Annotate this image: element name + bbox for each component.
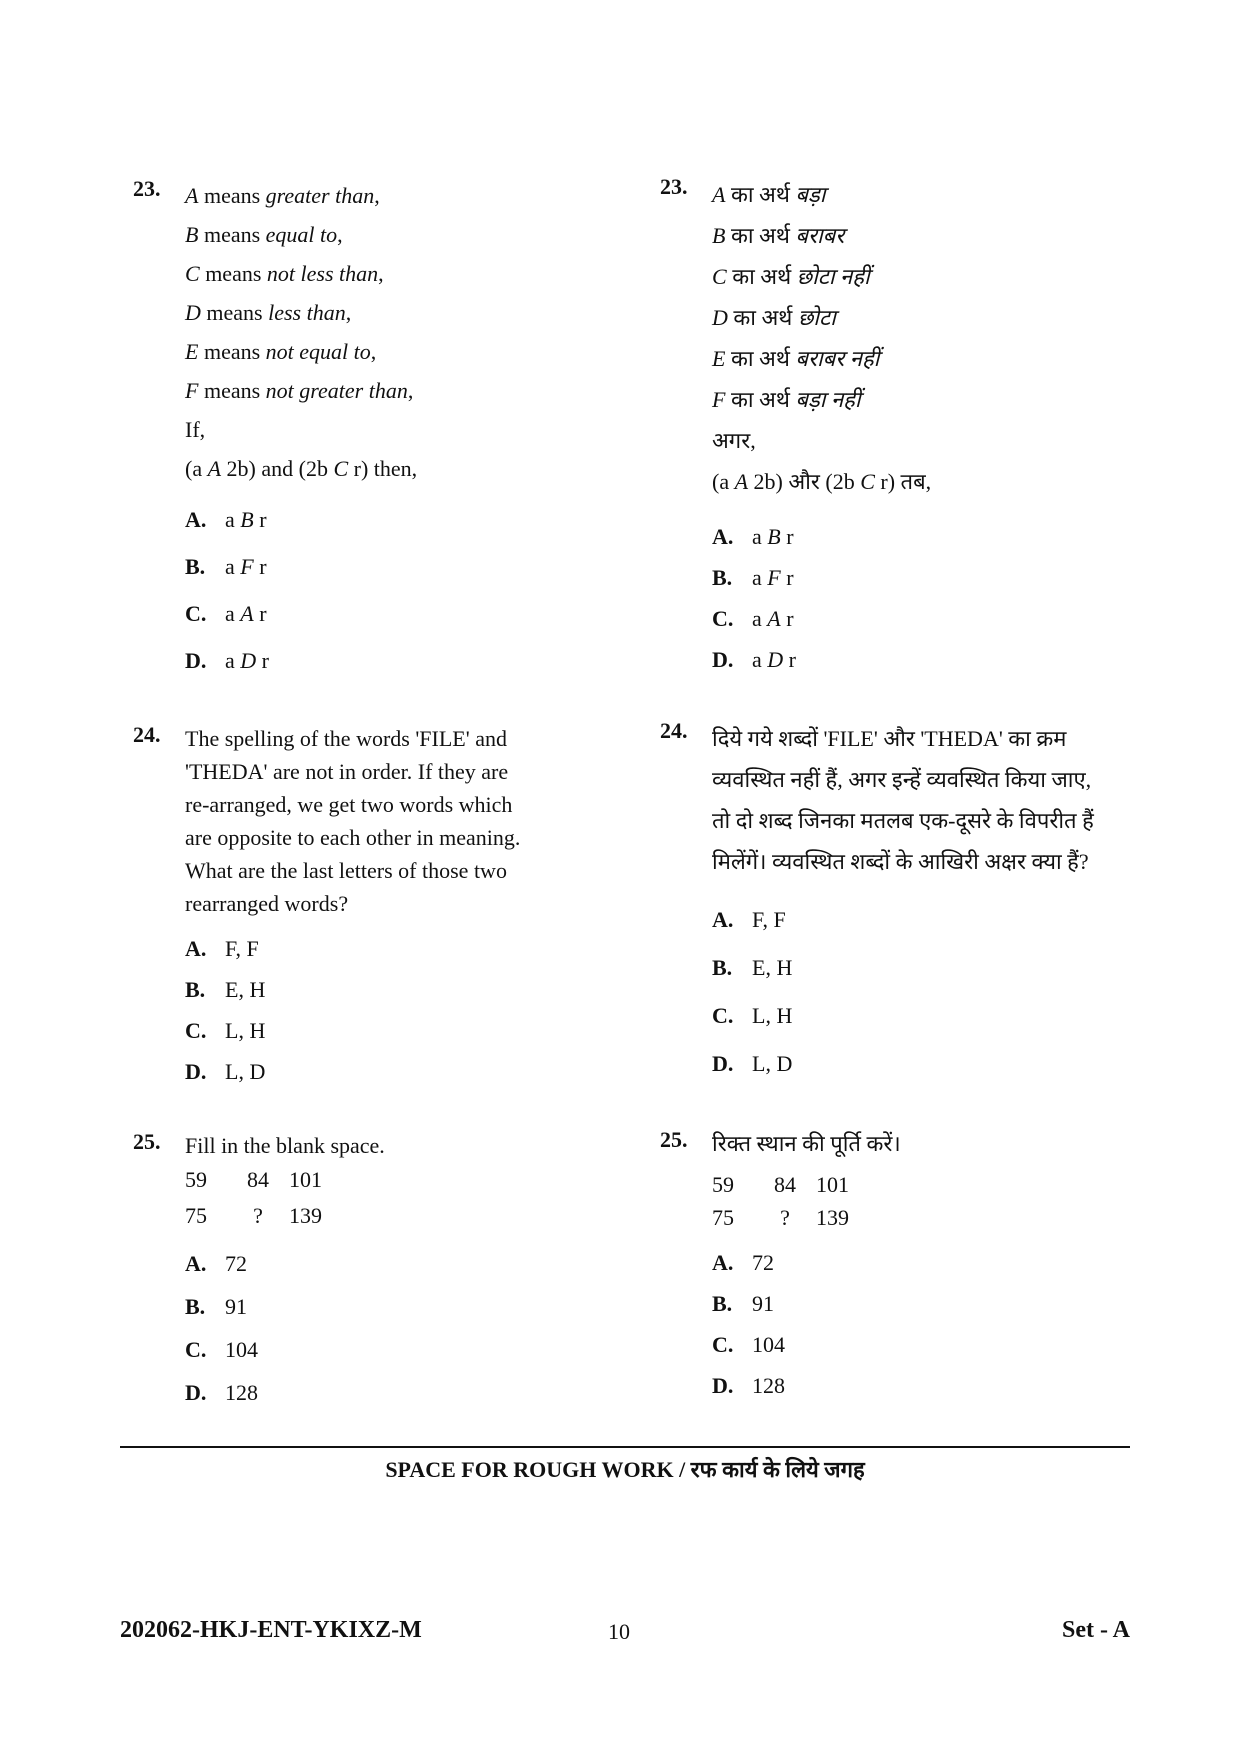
text-run: , (374, 183, 380, 208)
option-text: L, H (752, 1003, 793, 1028)
stem-line (185, 254, 605, 293)
grid-cell: 84 (774, 1172, 796, 1197)
rough-work-heading: SPACE FOR ROUGH WORK / रफ कार्य के लिये जगह (385, 1457, 865, 1482)
italic-text: B (185, 222, 199, 247)
text-run: का अर्थ (725, 346, 796, 371)
option-c (185, 1328, 605, 1371)
option-b (712, 1283, 1132, 1324)
stem-line: rearranged words? (185, 891, 349, 916)
italic-text: less than (268, 300, 346, 325)
stem-line (185, 410, 605, 449)
option-label: B. (712, 565, 733, 590)
italic-text: A (207, 456, 222, 481)
text-run: , (337, 222, 343, 247)
option-a (712, 1242, 1132, 1283)
text-run: means (198, 378, 266, 403)
stem-line: 'THEDA' are not in order. If they are (185, 759, 509, 784)
italic-text: D (712, 305, 728, 330)
text-run: a (225, 648, 241, 673)
option-label: B. (185, 554, 206, 579)
italic-text: C (712, 264, 727, 289)
option-b (712, 557, 1132, 598)
text-run: अगर, (712, 428, 756, 453)
options-list (712, 516, 1132, 680)
option-label: A. (185, 1251, 207, 1276)
italic-text: B (240, 507, 254, 532)
rough-work-divider (120, 1446, 1130, 1448)
stem-line (712, 256, 1132, 297)
text-run: r (780, 606, 794, 631)
option-label: A. (712, 524, 734, 549)
option-label: D. (712, 1051, 734, 1076)
stem-line (712, 338, 1132, 379)
grid-cell: ? (780, 1205, 790, 1230)
grid-cell: 139 (289, 1203, 322, 1228)
stem-line (712, 461, 1132, 502)
option-a (185, 1242, 605, 1285)
option-text (225, 507, 267, 532)
option-b (185, 969, 605, 1010)
italic-text: छोटा (797, 305, 836, 330)
italic-text: A (185, 183, 199, 208)
option-d (185, 1371, 605, 1414)
stem-line (712, 379, 1132, 420)
stem-line: The spelling of the words 'FILE' and (185, 726, 507, 751)
option-text (225, 601, 267, 626)
text-run: का अर्थ (725, 387, 796, 412)
option-text: 91 (225, 1294, 247, 1319)
option-a (712, 516, 1132, 557)
italic-text: F (185, 378, 199, 403)
number-grid (185, 1162, 605, 1234)
hindi-column (660, 0, 1140, 1440)
question-stem: रिक्त स्थान की पूर्ति करें। (712, 1131, 901, 1156)
option-label: D. (185, 1380, 207, 1405)
question-stem (185, 176, 605, 488)
stem-line: re-arranged, we get two words which (185, 792, 513, 817)
italic-text: D (767, 647, 784, 672)
option-b (185, 1285, 605, 1328)
option-label: C. (712, 1003, 734, 1028)
italic-text: बड़ा नहीं (795, 387, 861, 412)
text-run: r (256, 648, 269, 673)
option-text: 128 (225, 1380, 258, 1405)
text-run: का अर्थ (725, 182, 796, 207)
option-label: C. (185, 1337, 207, 1362)
question-stem (712, 718, 1132, 882)
option-label: D. (185, 648, 207, 673)
grid-cell: 59 (712, 1172, 734, 1197)
text-run: का अर्थ (725, 223, 796, 248)
italic-text: B (767, 524, 781, 549)
option-text: E, H (752, 955, 793, 980)
text-run: means (198, 183, 266, 208)
text-run: a (752, 524, 768, 549)
italic-text: बराबर (795, 223, 845, 248)
option-a (185, 928, 605, 969)
text-run: a (752, 647, 768, 672)
option-label: A. (185, 507, 207, 532)
text-run: का अर्थ (727, 305, 798, 330)
stem-line (185, 449, 605, 488)
text-run: , (378, 261, 384, 286)
text-run: (a (712, 469, 735, 494)
text-run: (a (185, 456, 208, 481)
italic-text: greater than (265, 183, 375, 208)
italic-text: D (185, 300, 201, 325)
options-list (712, 896, 1132, 1088)
text-run: , (407, 378, 414, 403)
text-run: means (198, 339, 266, 364)
option-text (752, 565, 794, 590)
grid-cell: 101 (289, 1167, 322, 1192)
grid-row (185, 1162, 605, 1198)
option-text (225, 648, 269, 673)
option-label: B. (185, 1294, 206, 1319)
question-body (712, 174, 1132, 680)
italic-text: E (185, 339, 199, 364)
option-label: B. (185, 977, 206, 1002)
text-run: , (345, 300, 352, 325)
option-label: D. (185, 1059, 207, 1084)
option-a (185, 496, 605, 543)
text-run: r) then, (348, 456, 418, 481)
italic-text: A (240, 601, 254, 626)
stem-line (185, 371, 605, 410)
question-number: 23. (660, 174, 688, 199)
italic-text: E (712, 346, 726, 371)
italic-text: F (240, 554, 254, 579)
italic-text: छोटा नहीं (796, 264, 870, 289)
option-d (712, 1365, 1132, 1406)
italic-text: C (185, 261, 200, 286)
italic-text: B (712, 223, 726, 248)
option-text: 72 (225, 1251, 247, 1276)
grid-cell: 101 (816, 1172, 849, 1197)
option-text: F, F (752, 907, 786, 932)
text-run: का अर्थ (726, 264, 797, 289)
question-number: 24. (660, 718, 688, 743)
question-stem (185, 722, 605, 920)
option-label: C. (712, 1332, 734, 1357)
grid-cell: 139 (816, 1205, 849, 1230)
stem-line (185, 332, 605, 371)
option-text: L, H (225, 1018, 266, 1043)
options-list (185, 1242, 605, 1414)
stem-line (185, 293, 605, 332)
question-number: 25. (133, 1129, 161, 1154)
grid-cell: 59 (185, 1167, 207, 1192)
stem-line (712, 420, 1132, 461)
text-run: r (780, 565, 794, 590)
option-label: A. (712, 1250, 734, 1275)
option-text: 91 (752, 1291, 774, 1316)
option-d (185, 1051, 605, 1092)
option-c (185, 590, 605, 637)
italic-text: A (712, 182, 726, 207)
text-run: r (780, 524, 794, 549)
option-d (185, 637, 605, 684)
option-b (712, 944, 1132, 992)
grid-row (712, 1168, 1132, 1201)
option-label: A. (185, 936, 207, 961)
text-run: r (253, 554, 267, 579)
option-label: D. (712, 1373, 734, 1398)
text-run: If, (185, 417, 206, 442)
option-label: B. (712, 955, 733, 980)
text-run: r (253, 507, 267, 532)
question-stem (712, 174, 1132, 502)
text-run: means (199, 261, 267, 286)
option-label: A. (712, 907, 734, 932)
text-run: a (225, 554, 241, 579)
question-body (185, 722, 605, 1092)
option-d (712, 1040, 1132, 1088)
option-text (752, 606, 794, 631)
italic-text: not less than (266, 261, 379, 286)
text-run: r (783, 647, 796, 672)
question-number: 25. (660, 1127, 688, 1152)
option-label: C. (185, 1018, 207, 1043)
italic-text: बराबर नहीं (795, 346, 880, 371)
option-c (712, 598, 1132, 639)
italic-text: D (240, 648, 257, 673)
italic-text: not equal to (265, 339, 371, 364)
text-run: means (198, 222, 266, 247)
stem-line (712, 297, 1132, 338)
grid-cell: 75 (185, 1203, 207, 1228)
option-b (185, 543, 605, 590)
text-run: a (752, 606, 768, 631)
option-text: L, D (752, 1051, 793, 1076)
question-body (185, 176, 605, 684)
option-c (712, 1324, 1132, 1365)
set-label: Set - A (1062, 1617, 1130, 1643)
option-text: L, D (225, 1059, 266, 1084)
options-list (185, 928, 605, 1092)
booklet-code: 202062-HKJ-ENT-YKIXZ-M (120, 1617, 422, 1643)
page-number: 10 (608, 1619, 630, 1644)
text-run: a (225, 601, 241, 626)
text-run: r) तब, (874, 469, 932, 494)
option-label: C. (712, 606, 734, 631)
grid-row (712, 1201, 1132, 1234)
text-run: means (200, 300, 269, 325)
grid-cell: ? (253, 1203, 263, 1228)
stem-line (712, 215, 1132, 256)
english-column (133, 0, 613, 1440)
italic-text: A (767, 606, 781, 631)
text-run: 2b) and (2b (221, 456, 334, 481)
grid-row (185, 1198, 605, 1234)
stem-line: दिये गये शब्दों 'FILE' और 'THEDA' का क्रम (712, 726, 1067, 751)
grid-cell: 84 (247, 1167, 269, 1192)
option-text: 72 (752, 1250, 774, 1275)
text-run: a (225, 507, 241, 532)
text-run: 2b) और (2b (748, 469, 861, 494)
option-text: F, F (225, 936, 259, 961)
text-run: a (752, 565, 768, 590)
stem-line: What are the last letters of those two (185, 858, 507, 883)
italic-text: बड़ा (795, 182, 826, 207)
stem-line: तो दो शब्द जिनका मतलब एक-दूसरे के विपरीत हैं (712, 808, 1094, 833)
question-body (712, 718, 1132, 1088)
option-a (712, 896, 1132, 944)
grid-cell: 75 (712, 1205, 734, 1230)
question-number: 23. (133, 176, 161, 201)
option-text: E, H (225, 977, 266, 1002)
options-list (712, 1242, 1132, 1406)
option-text: 128 (752, 1373, 785, 1398)
question-number: 24. (133, 722, 161, 747)
question-stem: Fill in the blank space. (185, 1133, 385, 1158)
italic-text: C (860, 469, 875, 494)
italic-text: A (734, 469, 749, 494)
option-label: C. (185, 601, 207, 626)
option-text (752, 647, 796, 672)
option-c (185, 1010, 605, 1051)
option-text: 104 (225, 1337, 258, 1362)
option-c (712, 992, 1132, 1040)
italic-text: F (767, 565, 781, 590)
option-label: B. (712, 1291, 733, 1316)
italic-text: equal to (265, 222, 338, 247)
question-body (712, 1127, 1132, 1406)
stem-line: व्यवस्थित नहीं हैं, अगर इन्हें व्यवस्थित किया जाए, (712, 767, 1092, 792)
italic-text: not greater than (265, 378, 408, 403)
stem-line (712, 174, 1132, 215)
stem-line: are opposite to each other in meaning. (185, 825, 521, 850)
stem-line (185, 176, 605, 215)
option-text: 104 (752, 1332, 785, 1357)
stem-line (185, 215, 605, 254)
option-d (712, 639, 1132, 680)
number-grid (712, 1168, 1132, 1234)
text-run: , (370, 339, 377, 364)
text-run: r (253, 601, 267, 626)
italic-text: F (712, 387, 726, 412)
options-list (185, 496, 605, 684)
option-text (752, 524, 794, 549)
option-label: D. (712, 647, 734, 672)
italic-text: C (333, 456, 349, 481)
option-text (225, 554, 267, 579)
stem-line: मिलेंगें। व्यवस्थित शब्दों के आखिरी अक्षर क्या हैं? (712, 849, 1089, 874)
question-body (185, 1129, 605, 1414)
